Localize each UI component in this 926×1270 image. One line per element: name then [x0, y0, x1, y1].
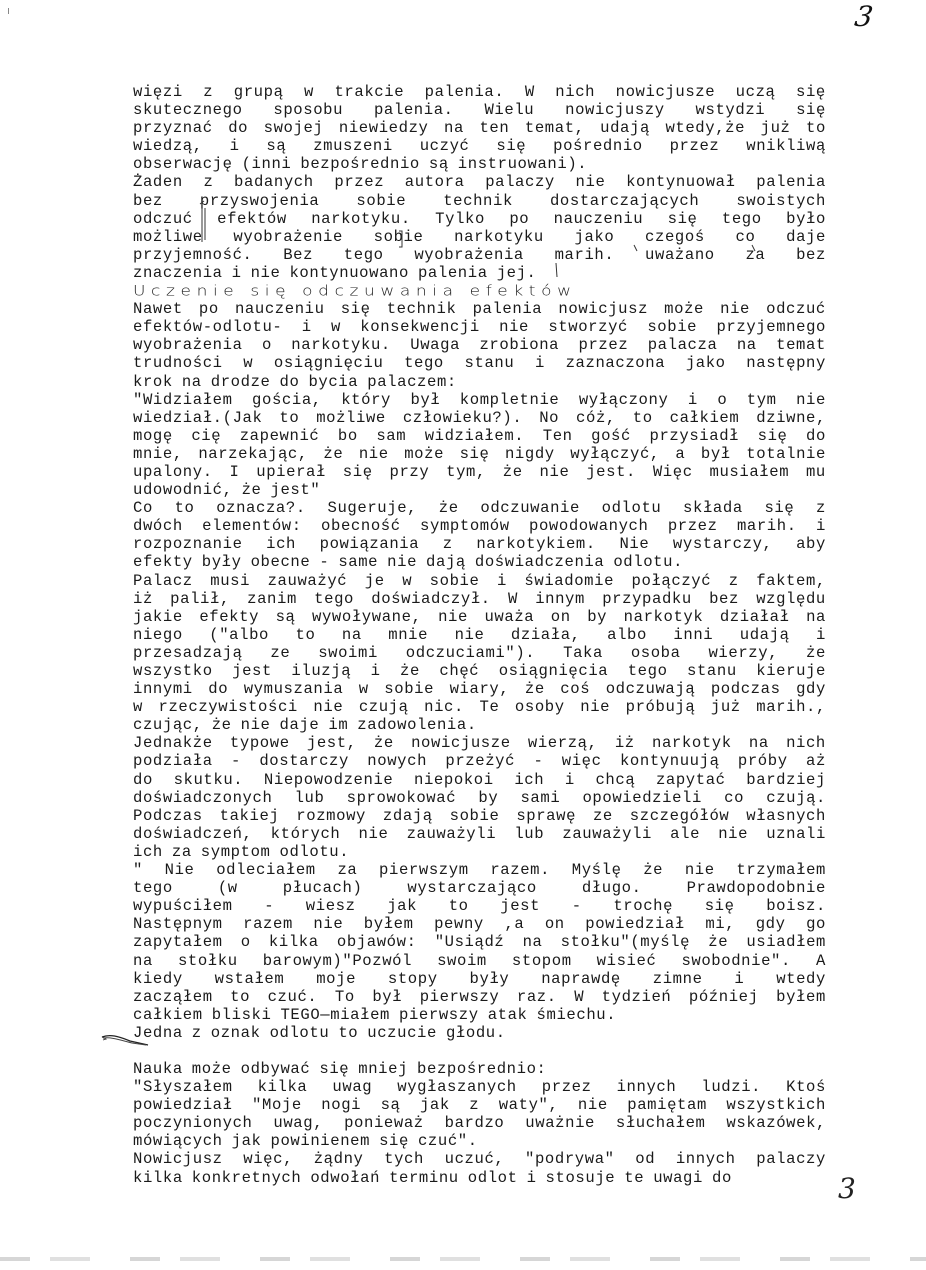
text-line: iż palił, zanim tego doświadczył. W innym przypadku bez względu — [133, 589, 826, 608]
text-line: "Słyszałem kilka uwag wygłaszanych przez innych ludzi. Ktoś — [133, 1078, 826, 1097]
text-line: innymi do wymuszania w sobie wiary, że coś odczuwają podczas gdy — [133, 680, 826, 699]
text-line: mogę cię zapewnić bo sam widziałem. Ten gość przysiadł się do — [133, 426, 826, 445]
text-line: wypuściłem - wiesz jak to jest - trochę się boisz. — [133, 897, 826, 916]
body-text — [133, 83, 826, 1187]
text-line: doświadczonych lub sprowokować by sami opowiedzieli co czują. — [133, 788, 826, 807]
text-line: więzi z grupą w trakcie palenia. W nich nowicjusze uczą się — [133, 83, 826, 101]
text-line: przesadzają ze swoimi odczuciami"). Taka osoba wierzy, że — [133, 643, 826, 662]
handwritten-bracket-mark — [397, 229, 405, 249]
text-line: wszystko jest iluzją i że chęć osiągnięcia tego stanu kieruje — [133, 662, 826, 680]
text-line: do skutku. Niepowodzenie niepokoi ich i chcą zapytać bardziej — [133, 770, 826, 789]
text-line: trudności w osiągnięciu tego stanu i zaznaczona jako następny — [133, 354, 826, 373]
scan-artifact — [8, 8, 9, 14]
text-line: zapytałem o kilka objawów: "Usiądź na stołku"(myślę że usiadłem — [133, 933, 826, 952]
text-line: na stołku barowym)"Pozwól swoim stopom wisieć swobodnie". A — [133, 951, 826, 970]
text-line: Następnym razem nie byłem pewny ,a on powiedział mi, gdy go — [133, 915, 826, 934]
text-line: możliwe wyobrażenie sobie narkotyku jako czegoś co daje — [133, 227, 826, 246]
text-line: wiedzą, i są zmuszeni uczyć się pośrednio przez wnikliwą — [133, 137, 826, 156]
text-line: doświadczeń, których nie zauważyli lub zauważyli ale nie uznali — [133, 824, 826, 843]
text-line: skutecznego sposobu palenia. Wielu nowicjuszy wstydzi się — [133, 101, 826, 120]
text-line: tego (w płucach) wystarczająco długo. Prawdopodobnie — [133, 879, 826, 898]
text-line: mówiących jak powinienem się czuć". — [133, 1132, 478, 1151]
section-heading: Uczenie się odczuwania efektów — [133, 282, 577, 300]
handwritten-comma-mark — [553, 261, 561, 279]
text-line: Nauka może odbywać się mniej bezpośrednio: — [133, 1059, 547, 1078]
text-line: przyjemność. Bez tego wyobrażenia marih. uważano za bez — [133, 245, 826, 264]
text-line: niego ("albo to na mnie nie działa, albo inni udają i — [133, 625, 826, 644]
text-line: krok na drodze do bycia palaczem: — [133, 372, 457, 391]
text-line: Nowicjusz więc, żądny tych uczuć, "podrywa" od innych palaczy — [133, 1150, 826, 1169]
text-line: Podczas takiej rozmowy zdają sobie sprawę ze szczegółów własnych — [133, 806, 826, 825]
handwritten-comma-mark — [632, 244, 640, 254]
page-number-top: 3 — [852, 0, 876, 33]
text-line: "Widziałem gościa, który był kompletnie wyłączony i o tym nie — [133, 390, 826, 409]
handwritten-comma-mark — [750, 244, 758, 254]
text-line: w rzeczywistości nie czują nic. Te osoby nie próbują już marih., — [133, 698, 826, 717]
scan-edge-artifact — [0, 1257, 926, 1261]
paragraph-gap — [133, 1042, 826, 1060]
text-line: poczynionych uwag, ponieważ bardzo uważnie słuchałem wskazówek, — [133, 1114, 826, 1133]
text-line: zacząłem to czuć. To był pierwszy raz. W tydzień później byłem — [133, 987, 826, 1006]
text-line: mnie, narzekając, że nie może się nigdy wyłączyć, a był totalnie — [133, 444, 826, 463]
text-line: Palacz musi zauważyć je w sobie i świadomie połączyć z faktem, — [133, 571, 826, 590]
text-line: Jedna z oznak odlotu to uczucie głodu. — [133, 1023, 506, 1042]
text-line: udowodnić, że jest" — [133, 481, 321, 500]
text-line: obserwację (inni bezpośrednio są instruowani). — [133, 155, 588, 174]
text-line: podziała - dostarczy nowych przeżyć - więc kontynuują próby aż — [133, 752, 826, 771]
text-line: dwóch elementów: obecność symptomów powodowanych przez marih. i — [133, 517, 826, 536]
text-line: Żaden z badanych przez autora palaczy nie kontynuował palenia — [133, 173, 826, 192]
text-line: kiedy wstałem moje stopy były naprawdę zimne i wtedy — [133, 969, 826, 988]
text-line: wiedział.(Jak to możliwe człowieku?). No cóż, to całkiem dziwne, — [133, 408, 826, 427]
text-line: efektów-odlotu- i w konsekwencji nie stworzyć sobie przyjemnego — [133, 318, 826, 337]
text-line: jakie efekty są wywoływane, nie uważa on by narkotyk działał na — [133, 607, 826, 626]
handwritten-insertion-mark — [196, 198, 210, 244]
text-line: bez przyswojenia sobie technik dostarczających swoistych — [133, 191, 826, 210]
text-line: Co to oznacza?. Sugeruje, że odczuwanie odlotu składa się z — [133, 499, 826, 518]
text-line: ich za symptom odlotu. — [133, 842, 350, 861]
text-line: Jednakże typowe jest, że nowicjusze wierzą, iż narkotyk na nich — [133, 734, 826, 753]
text-line: czując, że nie daje im zadowolenia. — [133, 716, 477, 735]
text-line: znaczenia i nie kontynuowano palenia jej. — [133, 263, 537, 282]
text-line: całkiem bliski TEGO—miałem pierwszy atak śmiechu. — [133, 1005, 617, 1024]
text-line: Nawet po nauczeniu się technik palenia nowicjusz może nie odczuć — [133, 300, 826, 319]
text-line: " Nie odleciałem za pierwszym razem. Myślę że nie trzymałem — [133, 861, 826, 880]
text-line: powiedział "Moje nogi są jak z waty", nie pamiętam wszystkich — [133, 1096, 826, 1115]
pen-stroke-mark — [100, 1033, 150, 1047]
text-line: rozpoznanie ich powiązania z narkotykiem. Nie wystarczy, aby — [133, 535, 826, 554]
text-line: wyobrażenia o narkotyku. Uwaga zrobiona przez palacza na temat — [133, 336, 826, 355]
text-line: efekty były obecne - same nie dają doświadczenia odlotu. — [133, 553, 684, 572]
page-number-bottom: 3 — [838, 1172, 856, 1205]
text-line: odczuć efektów narkotyku. Tylko po nauczeniu się tego było — [133, 209, 826, 228]
text-line: upalony. I upierał się przy tym, że nie jest. Więc musiałem mu — [133, 462, 826, 481]
text-line: kilka konkretnych odwołań terminu odlot i stosuje te uwagi do — [133, 1168, 732, 1187]
text-line: przyznać do swojej niewiedzy na ten temat, udają wtedy,że już to — [133, 119, 826, 138]
